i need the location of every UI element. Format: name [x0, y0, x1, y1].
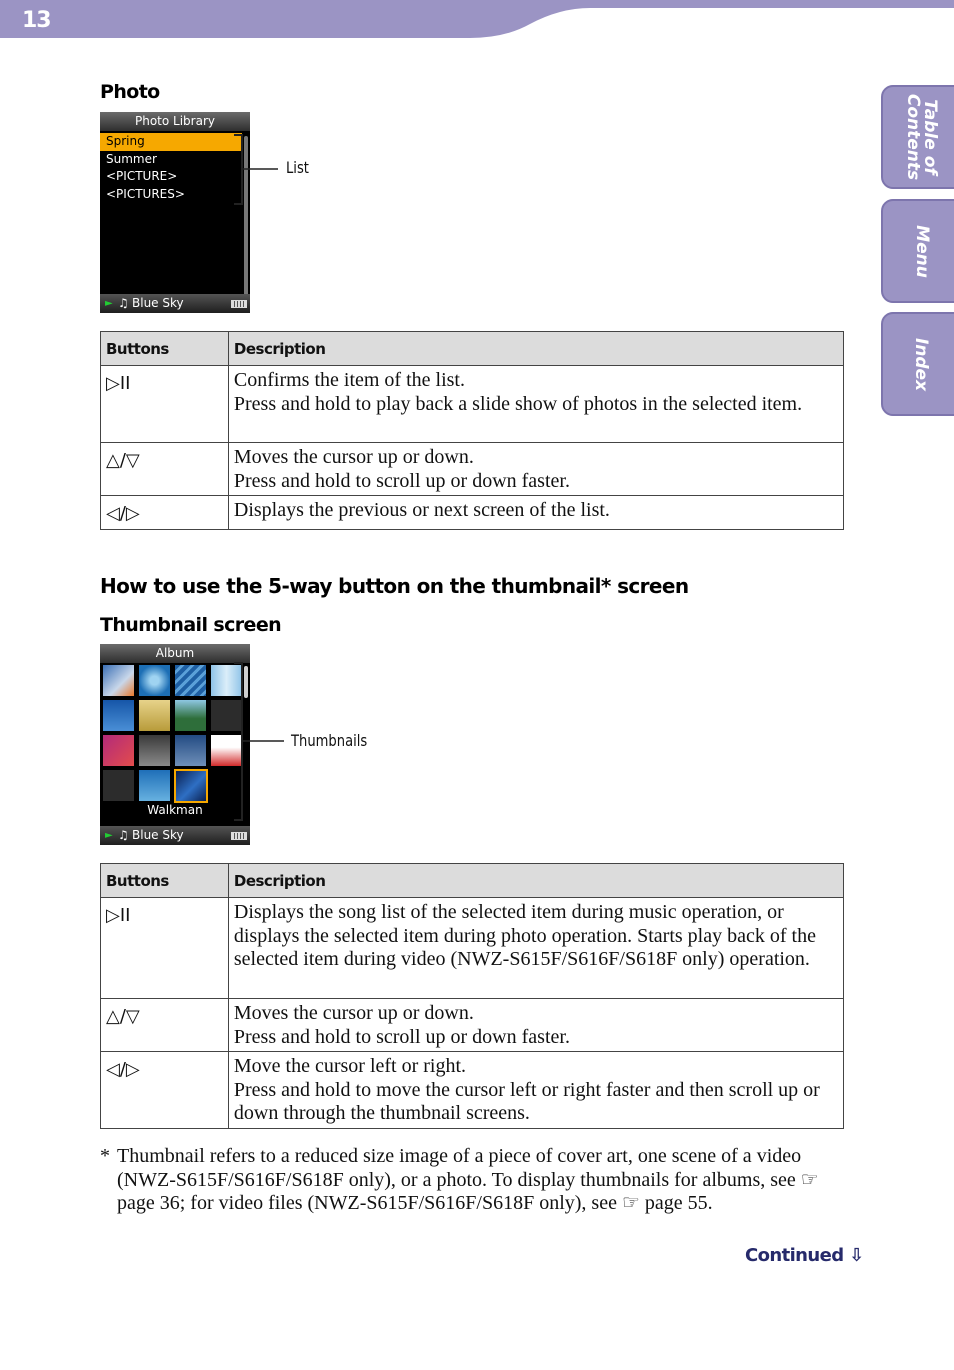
thumbnail-buttons-table [100, 863, 844, 1129]
list-item: <PICTURES> [106, 186, 185, 201]
thumbnails-bracket [232, 662, 288, 822]
continued-link[interactable]: Continued ⇩ [745, 1245, 864, 1266]
table-header: Description [228, 332, 843, 366]
album-thumbnail [175, 665, 206, 696]
button-symbol: △/▽ [101, 443, 229, 496]
button-description: Displays the previous or next screen of the list. [228, 496, 843, 530]
now-playing-bar [100, 294, 250, 313]
page-header [0, 0, 954, 40]
table-row [101, 999, 844, 1052]
footnote-marker: * [100, 1145, 110, 1167]
table-row [101, 366, 844, 443]
description-line: Moves the cursor up or down. [233, 1002, 474, 1024]
album-thumbnail [175, 735, 206, 766]
album-thumbnail-screen [100, 644, 250, 845]
battery-icon [231, 300, 247, 308]
button-description: Displays the song list of the selected item during music operation, or displays the selected item during photo operation. Starts play back of the selected item during video (NWZ-S615F/S616F/S618F only) operation. [228, 898, 843, 999]
now-playing-bar [100, 826, 250, 845]
list-item: Spring [100, 133, 242, 151]
album-thumbnail [139, 735, 170, 766]
button-symbol: ◁/▷ [101, 1052, 229, 1129]
album-thumbnail [139, 770, 170, 801]
table-row [101, 496, 844, 530]
album-thumbnail [103, 665, 134, 696]
album-thumbnail [103, 770, 134, 801]
header-band [0, 0, 954, 40]
album-thumbnail [103, 735, 134, 766]
screen-title: Album [100, 644, 250, 663]
section-heading: How to use the 5-way button on the thumbnail* screen [100, 574, 689, 598]
thumbnail-screen-heading: Thumbnail screen [100, 614, 282, 636]
table-header: Description [228, 864, 843, 898]
description-line: Press and hold to move the cursor left or right faster and then scroll up or down through the thumbnail screens. [233, 1078, 820, 1124]
photo-buttons-table [100, 331, 844, 530]
table-header: Buttons [101, 864, 229, 898]
list-callout: List [286, 158, 309, 177]
battery-icon [231, 832, 247, 840]
photo-list [100, 133, 242, 203]
description-line: Press and hold to scroll up or down faster. [233, 469, 570, 492]
button-symbol: ▷II [101, 366, 229, 443]
table-row [101, 1052, 844, 1129]
tab-label: Index [911, 337, 932, 391]
description-line: Moves the cursor up or down. [233, 446, 474, 468]
tab-index[interactable] [881, 312, 954, 416]
button-description [228, 999, 843, 1052]
album-thumbnail [103, 700, 134, 731]
page-number: 13 [22, 8, 51, 33]
description-line: Press and hold to scroll up or down faster. [233, 1025, 570, 1048]
button-symbol: ◁/▷ [101, 496, 229, 530]
table-row [101, 898, 844, 999]
screen-title: Photo Library [100, 112, 250, 131]
photo-library-screen [100, 112, 250, 313]
table-header: Buttons [101, 332, 229, 366]
list-item: <PICTURE> [106, 169, 178, 183]
tab-label: Table of Contents [903, 93, 941, 181]
button-symbol: △/▽ [101, 999, 229, 1052]
album-thumbnail [139, 700, 170, 731]
footnote-text: Thumbnail refers to a reduced size image of a piece of cover art, one scene of a video (NWZ-S615F/S616F/S618F only), or a photo. To display thumbnails for albums, see ☞ page 36; for video files (NWZ-S615F/S616F/S618F only), see ☞ page 55. [117, 1145, 819, 1214]
tab-table-of-contents[interactable] [881, 85, 954, 189]
button-description [228, 443, 843, 496]
play-icon: ► [105, 298, 113, 309]
footnote [100, 1145, 840, 1216]
music-note-icon: ♫ [118, 828, 129, 842]
photo-heading: Photo [100, 81, 160, 103]
album-thumbnail-selected [174, 769, 208, 803]
button-description [228, 1052, 843, 1129]
thumbnail-caption: Walkman [147, 803, 203, 817]
album-thumbnail [139, 665, 170, 696]
list-item: Summer [106, 151, 157, 166]
table-row [101, 443, 844, 496]
tab-label: Menu [911, 224, 932, 278]
description-line: Press and hold to play back a slide show of photos in the selected item. [233, 392, 803, 415]
description-line: Confirms the item of the list. [233, 369, 465, 391]
now-playing-song: Blue Sky [132, 296, 184, 310]
button-description [228, 366, 843, 443]
description-line: Move the cursor left or right. [233, 1055, 467, 1077]
music-note-icon: ♫ [118, 296, 129, 310]
thumbnails-callout: Thumbnails [291, 731, 368, 750]
play-icon: ► [105, 830, 113, 841]
button-symbol: ▷II [101, 898, 229, 999]
now-playing-song: Blue Sky [132, 828, 184, 842]
tab-menu[interactable] [881, 199, 954, 303]
list-bracket [232, 134, 282, 206]
album-thumbnail [175, 700, 206, 731]
